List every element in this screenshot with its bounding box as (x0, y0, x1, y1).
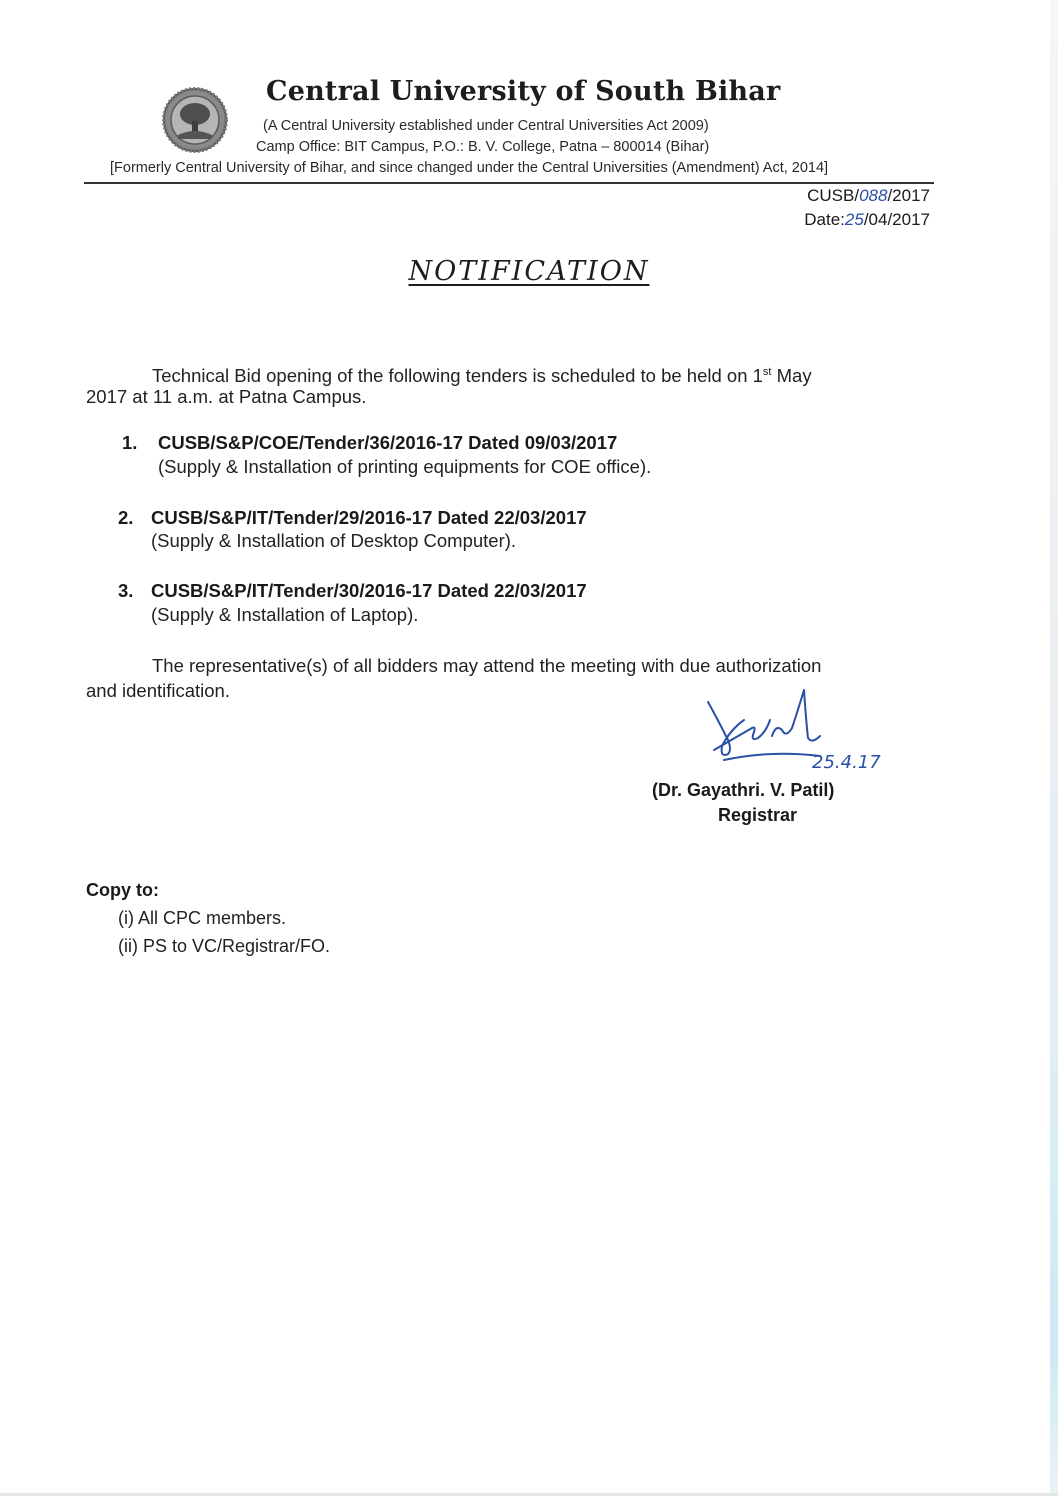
reference-number: CUSB/088/2017 (807, 186, 930, 205)
closing-line-2: and identification. (86, 680, 230, 701)
closing-line-1: The representative(s) of all bidders may attend the meeting with due authorization (152, 655, 822, 676)
tender-description: (Supply & Installation of Laptop). (151, 604, 419, 625)
tender-number: 2. (118, 507, 134, 528)
handwritten-signature (700, 680, 881, 775)
tender-title: CUSB/S&P/IT/Tender/29/2016-17 Dated 22/03/2017 (151, 507, 587, 528)
university-subtitle: (A Central University established under Central Universities Act 2009) (263, 118, 709, 134)
signatory-designation: Registrar (718, 805, 798, 825)
copy-to-item: (ii) PS to VC/Registrar/FO. (118, 936, 331, 956)
tender-description: (Supply & Installation of printing equipments for COE office). (158, 456, 652, 477)
header-divider (84, 182, 934, 184)
page-title: NOTIFICATION (408, 256, 650, 287)
tender-title: CUSB/S&P/IT/Tender/30/2016-17 Dated 22/03/2017 (151, 580, 587, 601)
tender-title: CUSB/S&P/COE/Tender/36/2016-17 Dated 09/03/2017 (158, 432, 618, 453)
tender-description: (Supply & Installation of Desktop Computer). (151, 530, 517, 551)
university-name: Central University of South Bihar (266, 76, 781, 107)
tender-number: 1. (122, 432, 138, 453)
scan-edge (1050, 0, 1058, 1496)
svg-text:25.4.17: 25.4.17 (812, 752, 881, 773)
copy-to-item: (i) All CPC members. (118, 908, 287, 928)
university-seal-icon (162, 87, 228, 153)
formerly-note: [Formerly Central University of Bihar, and since changed under the Central Universities (Amendment) Act, 2014] (110, 160, 829, 176)
camp-office-address: Camp Office: BIT Campus, P.O.: B. V. College, Patna – 800014 (Bihar) (256, 139, 710, 155)
copy-to-heading: Copy to: (86, 880, 159, 900)
handwritten-ref-number: 088 (859, 186, 888, 205)
handwritten-date-day: 25 (844, 210, 864, 229)
signatory-name: (Dr. Gayathri. V. Patil) (652, 780, 835, 800)
intro-line-1: Technical Bid opening of the following tenders is scheduled to be held on 1st May (152, 365, 812, 386)
tender-number: 3. (118, 580, 134, 601)
notification-date: Date:25/04/2017 (804, 210, 930, 229)
intro-line-2: 2017 at 11 a.m. at Patna Campus. (86, 386, 367, 407)
